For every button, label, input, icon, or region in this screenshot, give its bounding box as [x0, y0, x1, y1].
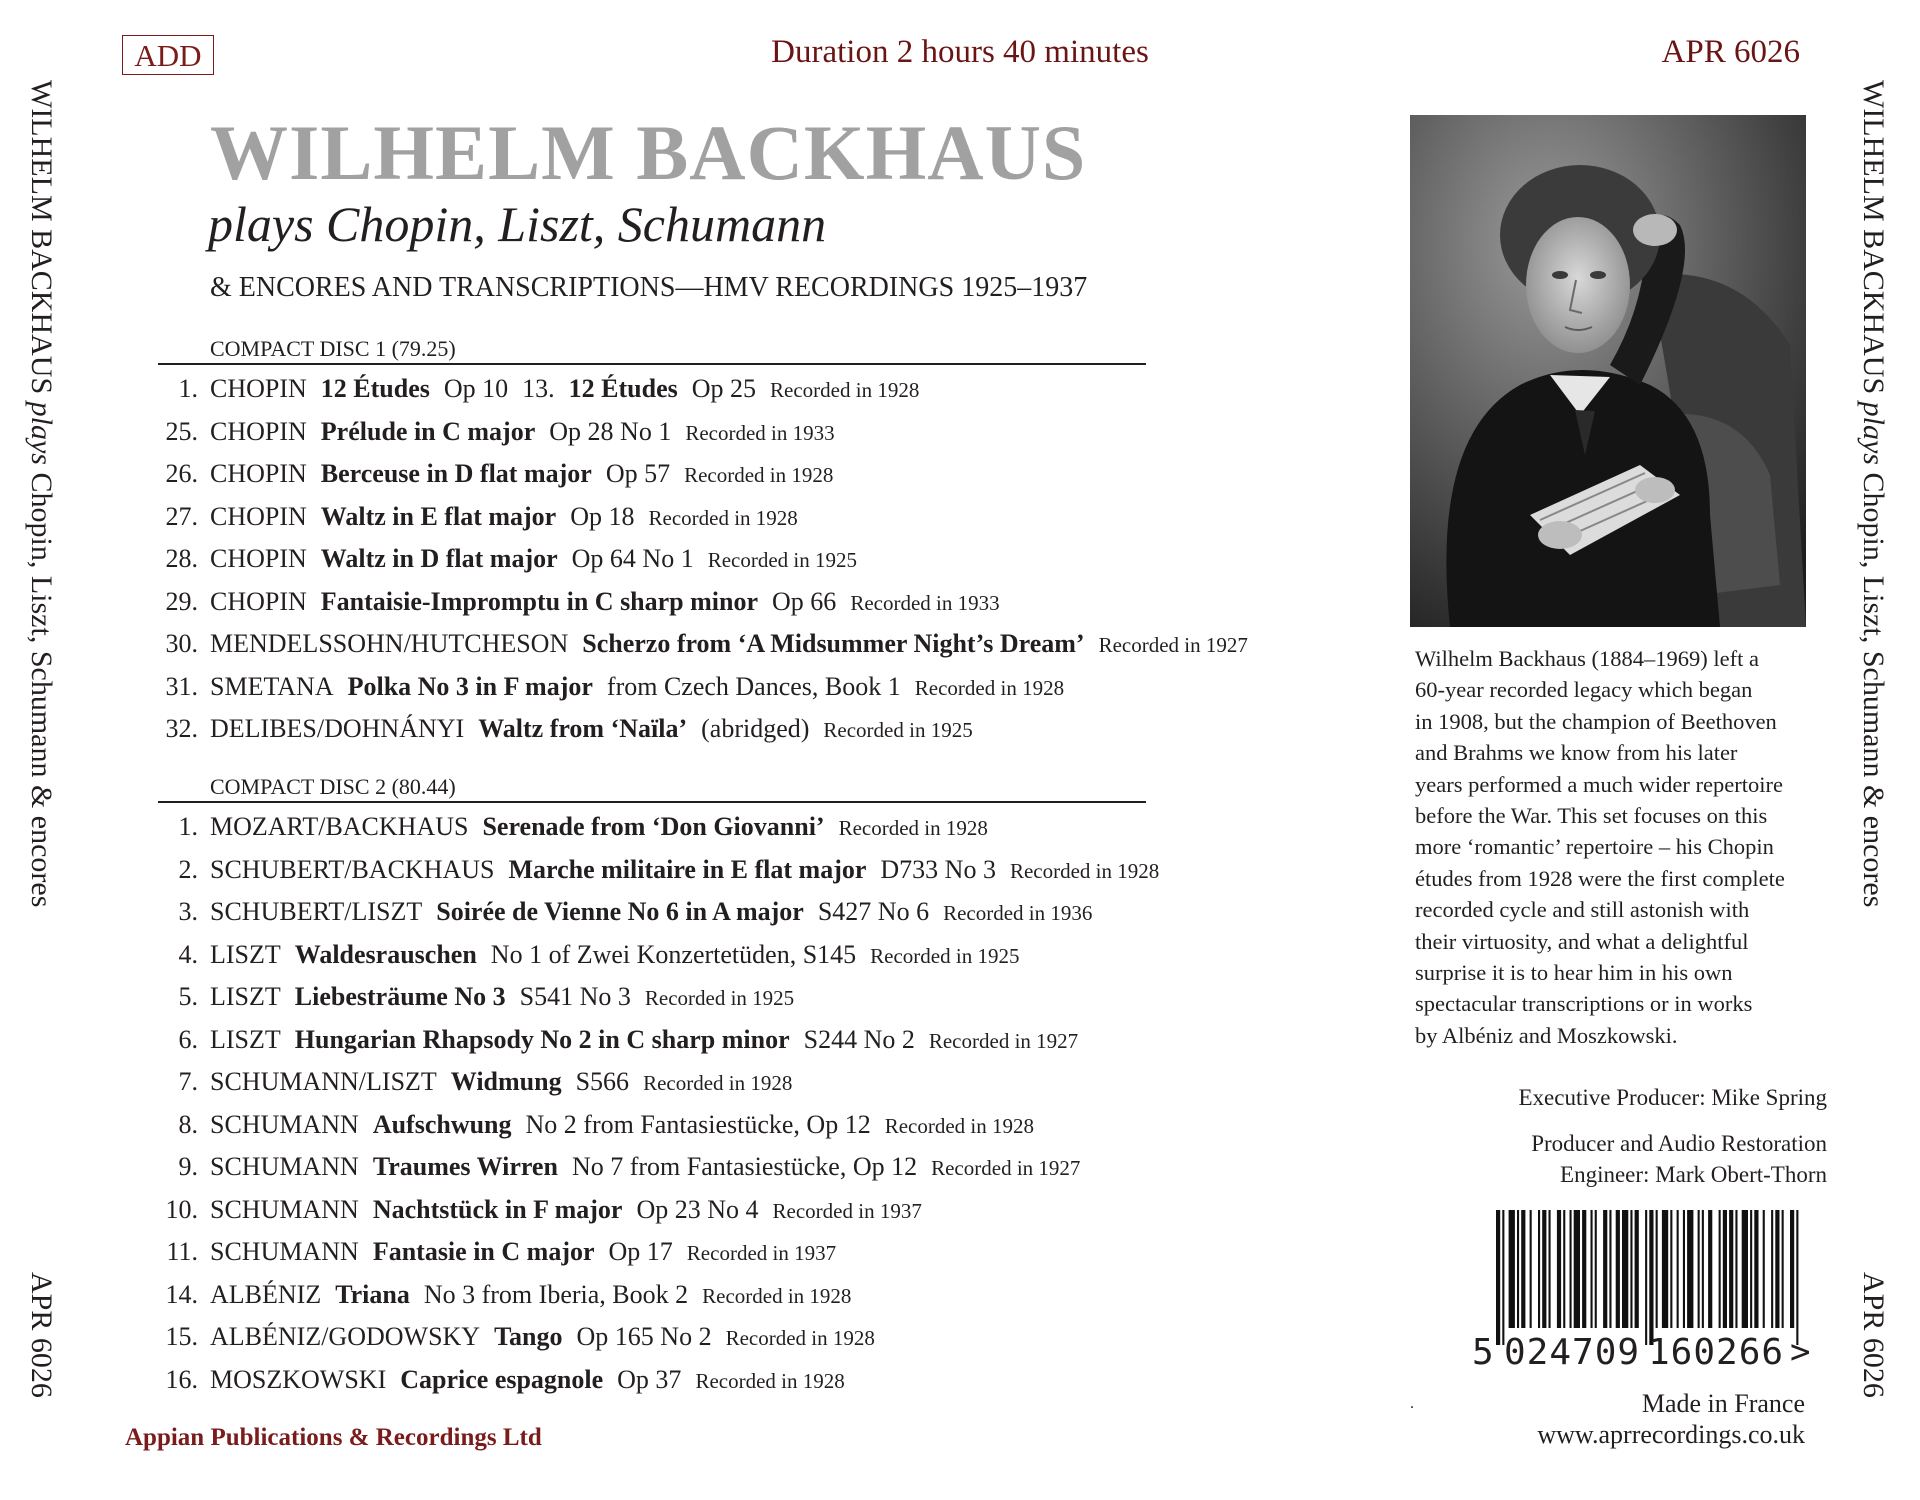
bio-line: Wilhelm Backhaus (1884–1969) left a — [1415, 646, 1760, 671]
spine-text-italic: plays — [25, 401, 58, 465]
track-row — [158, 1316, 1159, 1359]
track-composer: MENDELSSOHN/HUTCHESON — [210, 629, 569, 658]
track-number-extra: 13. — [522, 374, 555, 403]
bio-line: études from 1928 were the first complete — [1415, 865, 1785, 891]
track-composer: SCHUMANN — [210, 1109, 359, 1139]
track-number: 30. — [165, 629, 198, 658]
track-row — [158, 1146, 1159, 1189]
track-work: Triana — [335, 1279, 410, 1309]
track-composer: SCHUMANN — [210, 1237, 359, 1266]
track-composer: SMETANA — [210, 671, 334, 701]
barcode-lead-digit: 5 — [1472, 1332, 1494, 1373]
track-composer: CHOPIN — [210, 544, 307, 573]
artist-biography — [1415, 643, 1845, 1051]
producer-credit-line2: Engineer: Mark Obert-Thorn — [1560, 1162, 1827, 1187]
track-row — [158, 1019, 1159, 1062]
barcode-bar — [1517, 1210, 1519, 1328]
barcode-group2: 160266 — [1648, 1332, 1785, 1373]
track-number: 27. — [165, 501, 198, 531]
track-composer: MOZART/BACKHAUS — [210, 812, 469, 841]
track-recorded-year: Recorded in 1928 — [770, 378, 920, 402]
track-number: 3. — [178, 897, 198, 926]
track-opus: S244 No 2 — [803, 1024, 915, 1054]
bio-line: 60-year recorded legacy which began — [1415, 677, 1753, 703]
track-number: 4. — [178, 939, 198, 969]
track-recorded-year: Recorded in 1927 — [931, 1156, 1081, 1180]
track-opus: No 7 from Fantasiestücke, Op 12 — [571, 1152, 918, 1181]
album-tagline: & ENCORES AND TRANSCRIPTIONS—HMV RECORDINGS 1925–1937 — [210, 272, 1088, 303]
track-work: Waltz in E flat major — [320, 501, 557, 531]
track-work: Waltz in D flat major — [320, 544, 558, 573]
barcode-bar — [1719, 1210, 1721, 1328]
track-row — [158, 1274, 1159, 1317]
barcode-bar — [1662, 1210, 1668, 1328]
bio-line: by Albéniz and Moszkowski. — [1415, 1022, 1678, 1048]
barcode-bar — [1683, 1210, 1685, 1328]
track-row — [158, 623, 1248, 666]
track-composer: LISZT — [210, 939, 281, 969]
track-opus: Op 165 No 2 — [576, 1322, 712, 1351]
track-recorded-year: Recorded in 1925 — [644, 986, 795, 1010]
barcode-group1: 024709 — [1504, 1332, 1641, 1373]
track-composer: SCHUMANN — [210, 1152, 359, 1181]
track-opus: S427 No 6 — [817, 897, 930, 926]
barcode-bar — [1582, 1210, 1586, 1328]
track-recorded-year: Recorded in 1928 — [648, 505, 798, 530]
disc1-rule — [158, 363, 1146, 365]
track-opus: No 3 from Iberia, Book 2 — [423, 1279, 689, 1309]
track-row — [158, 1231, 1159, 1274]
duration-label: Duration 2 hours 40 minutes — [771, 34, 1149, 70]
spine-text-italic: plays — [1857, 401, 1890, 465]
barcode-arrow: > — [1790, 1332, 1811, 1372]
made-in — [1440, 1388, 1805, 1450]
barcode-bar — [1796, 1210, 1798, 1345]
track-number: 14. — [165, 1279, 198, 1309]
track-work: Traumes Wirren — [372, 1152, 558, 1181]
add-badge: ADD — [122, 35, 214, 75]
track-work: Waldesrauschen — [294, 939, 477, 969]
track-work: Nachtstück in F major — [372, 1194, 623, 1224]
track-composer: ALBÉNIZ — [210, 1279, 322, 1309]
barcode-bar — [1542, 1210, 1546, 1328]
left-spine-text — [24, 80, 58, 907]
track-composer: DELIBES/DOHNÁNYI — [210, 714, 465, 743]
track-work: Berceuse in D flat major — [320, 459, 592, 488]
barcode-bar — [1702, 1210, 1704, 1328]
track-work: Waltz from ‘Naïla’ — [478, 714, 688, 743]
barcode-bar — [1698, 1210, 1700, 1328]
track-recorded-year: Recorded in 1928 — [695, 1368, 845, 1393]
track-composer: SCHUBERT/LISZT — [210, 897, 423, 926]
track-work: Liebesträume No 3 — [294, 982, 506, 1011]
barcode-bar — [1563, 1210, 1565, 1328]
track-opus: Op 57 — [605, 459, 671, 488]
disc1-tracklist — [158, 368, 1248, 751]
spine-text-pre: WILHELM BACKHAUS — [1857, 80, 1890, 402]
executive-producer-credit: Executive Producer: Mike Spring — [1518, 1085, 1827, 1110]
barcode-bar — [1557, 1210, 1561, 1328]
track-recorded-year: Recorded in 1928 — [684, 463, 834, 487]
track-number: 8. — [178, 1109, 198, 1139]
album-subtitle: plays Chopin, Liszt, Schumann — [208, 196, 827, 252]
disc2-heading: COMPACT DISC 2 (80.44) — [210, 774, 456, 799]
track-row — [158, 1359, 1159, 1402]
barcode-bar — [1790, 1210, 1794, 1328]
track-number: 5. — [178, 982, 198, 1011]
track-recorded-year: Recorded in 1937 — [772, 1198, 922, 1223]
track-number: 16. — [165, 1364, 198, 1394]
made-in-france: Made in France — [1641, 1389, 1805, 1418]
bio-line: spectacular transcriptions or in works — [1415, 991, 1753, 1017]
dot-mark: . — [1410, 1395, 1414, 1412]
right-spine-catalog: APR 6026 — [1857, 1272, 1890, 1398]
track-recorded-year: Recorded in 1937 — [686, 1241, 837, 1265]
catalog-number-top: APR 6026 — [1661, 34, 1800, 70]
track-number: 25. — [165, 416, 198, 446]
track-opus: Op 66 — [772, 586, 837, 616]
barcode-bar — [1530, 1210, 1532, 1328]
barcode-bar — [1771, 1210, 1773, 1328]
artist-photo — [1410, 115, 1806, 627]
track-recorded-year: Recorded in 1925 — [707, 548, 857, 572]
barcode-bar — [1630, 1210, 1632, 1328]
track-opus: Op 17 — [608, 1237, 673, 1266]
website-url[interactable]: www.aprrecordings.co.uk — [1537, 1420, 1805, 1449]
track-row — [158, 934, 1159, 977]
track-composer: SCHUBERT/BACKHAUS — [210, 854, 495, 884]
track-opus: S541 No 3 — [519, 982, 631, 1011]
barcode-bar — [1570, 1210, 1572, 1328]
track-composer: ALBÉNIZ/GODOWSKY — [210, 1322, 481, 1351]
track-opus: Op 37 — [617, 1364, 682, 1394]
track-recorded-year: Recorded in 1925 — [870, 943, 1020, 968]
bio-line: before the War. This set focuses on this — [1415, 803, 1768, 829]
barcode-bar — [1509, 1210, 1515, 1328]
track-row — [158, 849, 1159, 892]
barcode-bar — [1649, 1210, 1653, 1345]
track-work: Scherzo from ‘A Midsummer Night’s Dream’ — [582, 629, 1085, 658]
track-composer: CHOPIN — [210, 374, 307, 403]
barcode-bar — [1677, 1210, 1679, 1328]
track-opus: Op 18 — [570, 501, 635, 531]
barcode-bar — [1496, 1210, 1500, 1345]
barcode-bar — [1595, 1210, 1597, 1328]
barcode-bar — [1656, 1210, 1658, 1328]
track-row — [158, 368, 1248, 411]
track-recorded-year: Recorded in 1928 — [884, 1113, 1034, 1138]
track-work: Prélude in C major — [320, 416, 536, 446]
track-row — [158, 1061, 1159, 1104]
bio-line: surprise it is to hear him in his own — [1415, 960, 1733, 986]
bio-line: their virtuosity, and what a delightful — [1415, 928, 1749, 954]
barcode-bar — [1687, 1210, 1693, 1328]
track-opus: D733 No 3 — [880, 854, 996, 884]
bio-line: more ‘romantic’ repertoire – his Chopin — [1415, 834, 1774, 860]
barcode-bar — [1574, 1210, 1580, 1328]
producer-credit-line1: Producer and Audio Restoration — [1531, 1131, 1827, 1156]
track-work: Aufschwung — [372, 1109, 512, 1139]
spine-text-post: Chopin, Liszt, Schumann & encores — [1857, 464, 1890, 908]
right-spine-text — [1856, 80, 1890, 907]
barcode-bar — [1622, 1210, 1628, 1328]
bio-line: years performed a much wider repertoire — [1415, 771, 1783, 797]
barcode-bar — [1645, 1210, 1647, 1345]
disc1-heading: COMPACT DISC 1 (79.25) — [210, 336, 456, 361]
barcode-bar — [1735, 1210, 1737, 1328]
track-row — [158, 806, 1159, 849]
track-row — [158, 1189, 1159, 1232]
disc2-rule — [158, 801, 1146, 803]
track-number: 1. — [178, 812, 198, 841]
track-recorded-year: Recorded in 1936 — [943, 901, 1093, 925]
barcode-bar — [1729, 1210, 1733, 1328]
barcode-bar — [1616, 1210, 1620, 1328]
track-number: 32. — [165, 714, 198, 743]
barcode-bar — [1775, 1210, 1779, 1328]
spine-text-post: Chopin, Liszt, Schumann & encores — [25, 464, 58, 908]
track-recorded-year: Recorded in 1928 — [914, 675, 1065, 700]
barcode-bar — [1591, 1210, 1593, 1328]
track-row — [158, 581, 1248, 624]
track-row — [158, 891, 1159, 934]
track-opus: (abridged) — [701, 714, 810, 743]
barcode-bar — [1750, 1210, 1752, 1328]
track-work: Soirée de Vienne No 6 in A major — [436, 897, 804, 926]
track-opus-extra: Op 25 — [691, 374, 757, 403]
track-number: 6. — [178, 1024, 198, 1054]
track-work: Serenade from ‘Don Giovanni’ — [482, 812, 825, 841]
track-work: Widmung — [450, 1067, 562, 1096]
track-number: 11. — [166, 1237, 198, 1266]
track-row — [158, 976, 1159, 1019]
track-row — [158, 1104, 1159, 1147]
track-composer: CHOPIN — [210, 501, 307, 531]
track-recorded-year: Recorded in 1928 — [838, 816, 988, 840]
track-row — [158, 666, 1248, 709]
track-row — [158, 708, 1248, 751]
track-opus: from Czech Dances, Book 1 — [606, 671, 901, 701]
barcode-bar — [1538, 1210, 1540, 1328]
track-opus: S566 — [575, 1067, 630, 1096]
track-composer: MOSZKOWSKI — [210, 1364, 387, 1394]
barcode-bar — [1723, 1210, 1727, 1328]
track-number: 1. — [178, 374, 198, 403]
track-work: Fantasie in C major — [372, 1237, 595, 1266]
track-recorded-year: Recorded in 1928 — [643, 1071, 793, 1095]
barcode-bar — [1754, 1210, 1758, 1328]
track-number: 26. — [165, 459, 198, 488]
track-recorded-year: Recorded in 1928 — [1009, 858, 1160, 883]
track-number: 31. — [165, 671, 198, 701]
track-composer: SCHUMANN — [210, 1194, 359, 1224]
bio-line: in 1908, but the champion of Beethoven — [1415, 708, 1777, 734]
track-work-extra: 12 Études — [568, 374, 678, 403]
barcode-bar — [1670, 1210, 1672, 1328]
track-recorded-year: Recorded in 1927 — [1098, 633, 1248, 657]
track-composer: CHOPIN — [210, 459, 307, 488]
track-number: 29. — [165, 586, 198, 616]
barcode-bar — [1549, 1210, 1551, 1328]
barcode-bar — [1609, 1210, 1611, 1328]
track-number: 2. — [178, 854, 198, 884]
track-row — [158, 411, 1248, 454]
track-number: 28. — [165, 544, 198, 573]
barcode-bar — [1782, 1210, 1784, 1328]
track-recorded-year: Recorded in 1928 — [725, 1326, 875, 1350]
barcode — [1472, 1210, 1812, 1380]
album-title: WILHELM BACKHAUS — [210, 109, 1087, 196]
artist-photo-illustration — [1410, 115, 1806, 627]
track-number: 9. — [178, 1152, 198, 1181]
barcode-bar — [1763, 1210, 1765, 1328]
track-recorded-year: Recorded in 1927 — [928, 1028, 1079, 1053]
track-composer: CHOPIN — [210, 416, 307, 446]
track-recorded-year: Recorded in 1928 — [702, 1283, 852, 1308]
bio-line: recorded cycle and still astonish with — [1415, 897, 1750, 923]
track-opus: No 1 of Zwei Konzertetüden, S145 — [490, 939, 857, 969]
track-recorded-year: Recorded in 1925 — [823, 718, 973, 742]
track-work: Polka No 3 in F major — [347, 671, 593, 701]
bio-line: and Brahms we know from his later — [1415, 740, 1738, 766]
track-row — [158, 496, 1248, 539]
track-composer: LISZT — [210, 982, 281, 1011]
track-composer: LISZT — [210, 1024, 281, 1054]
barcode-bar — [1521, 1210, 1525, 1328]
barcode-bar — [1742, 1210, 1748, 1328]
track-row — [158, 453, 1248, 496]
track-work: Caprice espagnole — [400, 1364, 604, 1394]
track-work: Fantaisie-Impromptu in C sharp minor — [320, 586, 759, 616]
track-opus: Op 10 — [443, 374, 509, 403]
track-opus: No 2 from Fantasiestücke, Op 12 — [525, 1109, 871, 1139]
track-work: Marche militaire in E flat major — [508, 854, 867, 884]
publisher-name: Appian Publications & Recordings Ltd — [125, 1424, 542, 1451]
barcode-bar — [1635, 1210, 1639, 1328]
track-number: 15. — [165, 1322, 198, 1351]
track-number: 10. — [165, 1194, 198, 1224]
left-spine-catalog: APR 6026 — [25, 1272, 58, 1398]
track-recorded-year: Recorded in 1933 — [850, 590, 1000, 615]
barcode-bar — [1502, 1210, 1504, 1345]
track-recorded-year: Recorded in 1933 — [685, 420, 835, 445]
track-work: Tango — [494, 1322, 563, 1351]
track-opus: Op 28 No 1 — [549, 416, 672, 446]
track-work: Hungarian Rhapsody No 2 in C sharp minor — [294, 1024, 790, 1054]
disc2-tracklist — [158, 806, 1159, 1401]
track-opus: Op 64 No 1 — [571, 544, 694, 573]
track-composer: CHOPIN — [210, 586, 307, 616]
track-composer: SCHUMANN/LISZT — [210, 1067, 437, 1096]
track-work: 12 Études — [320, 374, 430, 403]
track-row — [158, 538, 1248, 581]
spine-text-pre: WILHELM BACKHAUS — [25, 80, 58, 402]
track-opus: Op 23 No 4 — [636, 1194, 759, 1224]
barcode-bar — [1603, 1210, 1607, 1328]
barcode-bar — [1708, 1210, 1712, 1328]
track-number: 7. — [178, 1067, 198, 1096]
